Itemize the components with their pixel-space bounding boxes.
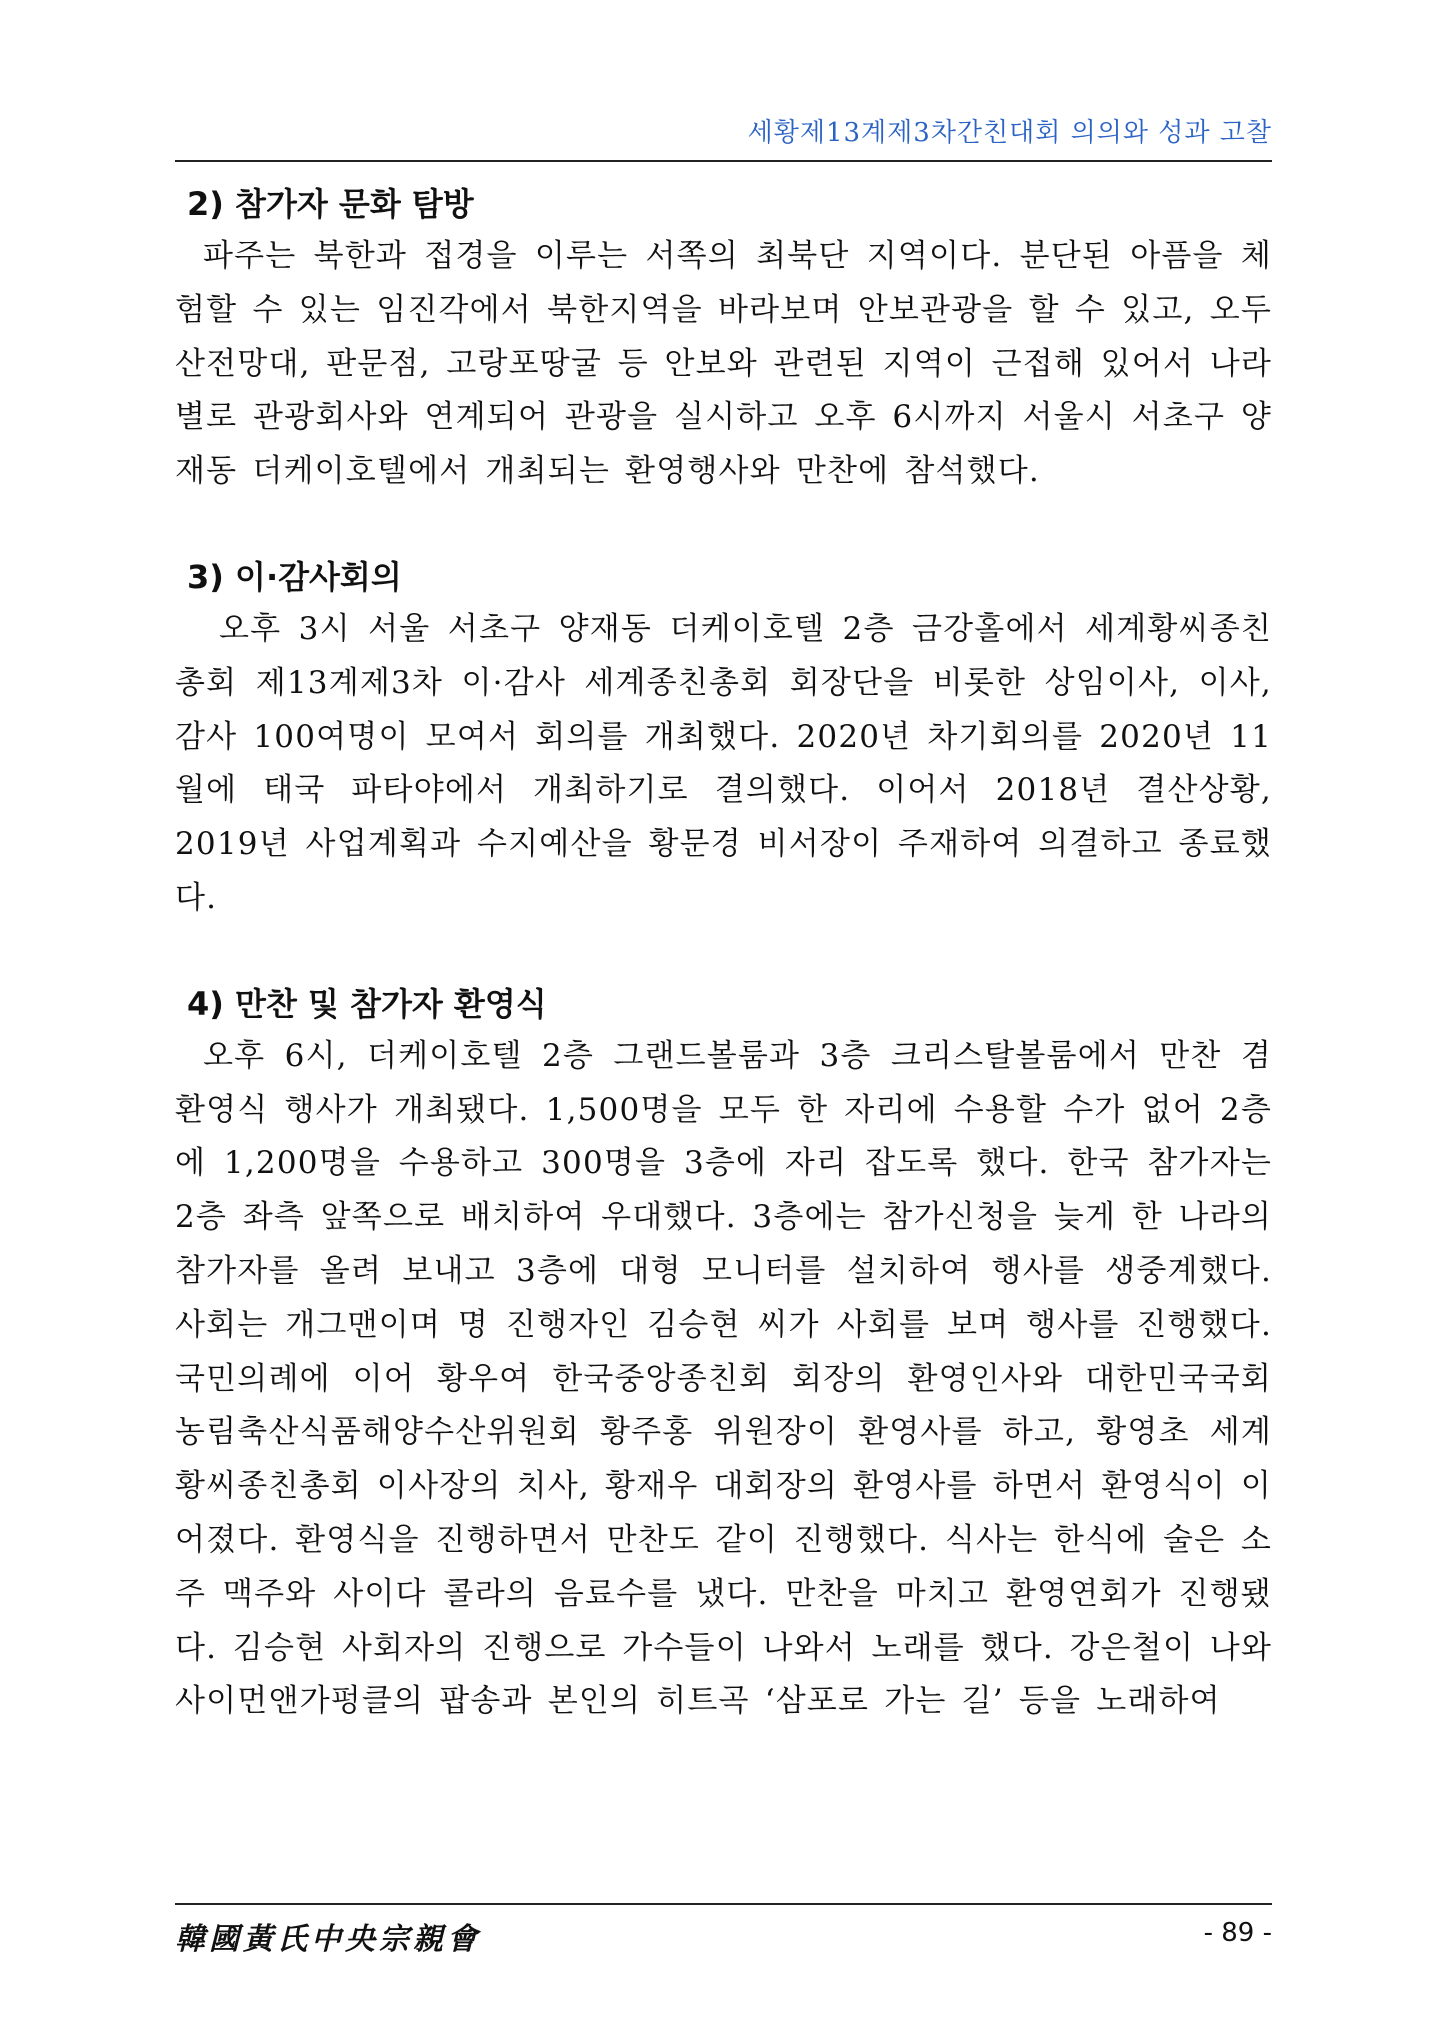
section-welcome-dinner [175, 978, 1272, 1729]
section-paragraph: 오후 6시, 더케이호텔 2층 그랜드볼룸과 3층 크리스탈볼룸에서 만찬 겸 환영식 행사가 개최됐다. 1,500명을 모두 한 자리에 수용할 수가 없어 2층에 1,200명을 수용하고 300명을 3층에 자리 잡도록 했다. 한국 참가자는 2층 좌측 앞쪽으로 배치하여 우대했다. 3층에는 참가신청을 늦게 한 나라의 참가자를 올려 보내고 3층에 대형 모니터를 설치하여 행사를 생중계했다. 사회는 개그맨이며 명 진행자인 김승현 씨가 사회를 보며 행사를 진행했다. 국민의례에 이어 황우여 한국중앙종친회 회장의 환영인사와 대한민국국회 농림축산식품해양수산위원회 황주홍 위원장이 환영사를 하고, 황영초 세계황씨종친총회 이사장의 치사, 황재우 대회장의 환영사를 하면서 환영식이 이어졌다. 환영식을 진행하면서 만찬도 같이 진행했다. 식사는 한식에 술은 소주 맥주와 사이다 콜라의 음료수를 냈다. 만찬을 마치고 환영연회가 진행됐다. 김승현 사회자의 진행으로 가수들이 나와서 노래를 했다. 강은철이 나와 사이먼앤가펑클의 팝송과 본인의 히트곡 ‘삼포로 가는 길’ 등을 노래하여 [175, 1037, 1273, 1720]
section-paragraph: 오후 3시 서울 서초구 양재동 더케이호텔 2층 금강홀에서 세계황씨종친총회 제13계제3차 이·감사 세계종친총회 회장단을 비롯한 상임이사, 이사, 감사 100여명이 모여서 회의를 개최했다. 2020년 차기회의를 2020년 11월에 태국 파타야에서 개최하기로 결의했다. 이어서 2018년 결산상황, 2019년 사업계획과 수지예산을 황문경 비서장이 주재하여 의결하고 종료했다. [175, 610, 1272, 916]
page-body [175, 178, 1272, 1729]
section-heading: 2) 참가자 문화 탐방 [187, 185, 474, 223]
section-spacer [175, 499, 1272, 551]
running-header-title: 세황제13계제3차간친대회 의의와 성과 고찰 [747, 118, 1272, 148]
section-heading: 4) 만찬 및 참가자 환영식 [187, 984, 547, 1023]
section-heading: 3) 이·감사회의 [187, 557, 402, 596]
footer-divider [175, 1903, 1272, 1905]
header-divider [175, 160, 1272, 162]
section-culture-tour [175, 178, 1272, 499]
section-spacer [175, 926, 1272, 978]
page-number: - 89 - [1203, 1918, 1272, 1948]
section-paragraph: 파주는 북한과 접경을 이루는 서쪽의 최북단 지역이다. 분단된 아픔을 체험할 수 있는 임진각에서 북한지역을 바라보며 안보관광을 할 수 있고, 오두산전망대, 판문점, 고랑포땅굴 등 안보와 관련된 지역이 근접해 있어서 나라별로 관광회사와 연계되어 관광을 실시하고 오후 6시까지 서울시 서초구 양재동 더케이호텔에서 개최되는 환영행사와 만찬에 참석했다. [175, 238, 1272, 490]
section-board-meeting [175, 551, 1272, 926]
footer-organization-name: 韓國黃氏中央宗親會 [175, 1922, 481, 1957]
